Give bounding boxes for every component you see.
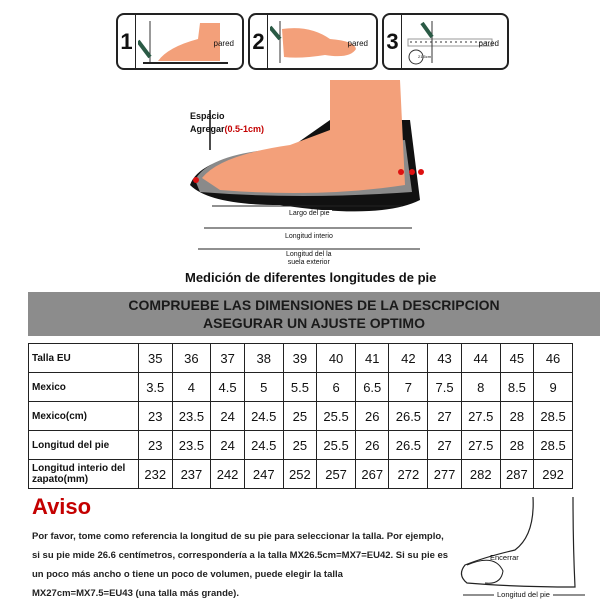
table-cell: 252 xyxy=(283,460,317,489)
diagram-caption: Medición de diferentes longitudes de pie xyxy=(185,270,437,285)
table-cell: 23 xyxy=(139,402,173,431)
table-cell: 28.5 xyxy=(534,402,573,431)
table-cell: 27.5 xyxy=(461,431,500,460)
step-1-panel xyxy=(116,13,244,70)
table-cell: 28 xyxy=(500,402,534,431)
step-3-panel xyxy=(382,13,509,70)
inner-length-label: Longitud interio xyxy=(282,233,336,240)
table-cell: 24 xyxy=(211,431,245,460)
table-cell: 9 xyxy=(534,373,573,402)
table-cell: 3.5 xyxy=(139,373,173,402)
table-cell: 37 xyxy=(211,344,245,373)
table-cell: 23.5 xyxy=(172,402,211,431)
table-cell: 7.5 xyxy=(428,373,462,402)
table-cell: 282 xyxy=(461,460,500,489)
notice-line: un poco más ancho o tiene un poco de volumen, puede elegir la talla xyxy=(32,569,343,580)
table-cell: 27.5 xyxy=(461,402,500,431)
table-cell: 25.5 xyxy=(317,431,356,460)
row-header: Mexico(cm) xyxy=(29,402,139,431)
table-cell: 27 xyxy=(428,402,462,431)
table-cell: 40 xyxy=(317,344,356,373)
table-cell: 6.5 xyxy=(355,373,389,402)
table-cell: 4 xyxy=(172,373,211,402)
row-header: Longitud interio del zapato(mm) xyxy=(29,460,139,489)
wrap-label: Encerrar xyxy=(490,553,519,562)
table-cell: 277 xyxy=(428,460,462,489)
table-row xyxy=(29,431,573,460)
notice-title: Aviso xyxy=(32,494,92,519)
table-cell: 7 xyxy=(389,373,428,402)
table-cell: 24 xyxy=(211,402,245,431)
ruler-mark: 21.5cm xyxy=(418,54,432,59)
wall-label: pared xyxy=(478,39,499,48)
foot-length-label: Largo del pie xyxy=(286,210,332,217)
table-cell: 247 xyxy=(244,460,283,489)
table-cell: 25.5 xyxy=(317,402,356,431)
table-cell: 24.5 xyxy=(244,402,283,431)
table-cell: 45 xyxy=(500,344,534,373)
table-cell: 26 xyxy=(355,402,389,431)
table-cell: 26 xyxy=(355,431,389,460)
table-cell: 39 xyxy=(283,344,317,373)
table-cell: 8.5 xyxy=(500,373,534,402)
table-cell: 26.5 xyxy=(389,402,428,431)
table-cell: 28.5 xyxy=(534,431,573,460)
notice-line: Por favor, tome como referencia la longitud de su pie para seleccionar la talla. Por ejemplo, xyxy=(32,531,444,542)
table-cell: 42 xyxy=(389,344,428,373)
table-cell: 23.5 xyxy=(172,431,211,460)
table-cell: 6 xyxy=(317,373,356,402)
outer-length-line1: Longitud del la xyxy=(286,251,332,258)
table-cell: 267 xyxy=(355,460,389,489)
wall-label: pared xyxy=(347,39,368,48)
step-number: 1 xyxy=(118,15,136,68)
table-row xyxy=(29,402,573,431)
space-label xyxy=(190,110,264,136)
outer-length-line2: suela exterior xyxy=(287,259,330,266)
notice-line: MX27cm=MX7.5=EU43 (una talla más grande). xyxy=(32,588,239,599)
table-cell: 38 xyxy=(244,344,283,373)
row-header: Talla EU xyxy=(29,344,139,373)
table-cell: 41 xyxy=(355,344,389,373)
table-cell: 232 xyxy=(139,460,173,489)
table-cell: 27 xyxy=(428,431,462,460)
table-cell: 272 xyxy=(389,460,428,489)
check-dimensions-banner xyxy=(28,292,600,336)
table-cell: 43 xyxy=(428,344,462,373)
row-header: Mexico xyxy=(29,373,139,402)
table-cell: 237 xyxy=(172,460,211,489)
foot-top-icon xyxy=(270,19,360,67)
step-number: 2 xyxy=(250,15,268,68)
space-text: Espacio xyxy=(190,111,225,121)
table-cell: 25 xyxy=(283,431,317,460)
notice-text xyxy=(32,527,467,603)
table-cell: 28 xyxy=(500,431,534,460)
size-chart-table xyxy=(28,343,573,489)
table-cell: 8 xyxy=(461,373,500,402)
table-row xyxy=(29,373,573,402)
table-cell: 4.5 xyxy=(211,373,245,402)
table-cell: 5.5 xyxy=(283,373,317,402)
table-cell: 242 xyxy=(211,460,245,489)
wall-label: pared xyxy=(213,39,234,48)
table-cell: 44 xyxy=(461,344,500,373)
outer-length-label xyxy=(283,251,335,267)
add-text: Agregar xyxy=(190,124,225,134)
foot-length-label-2: Longitud del pie xyxy=(494,590,553,599)
table-cell: 46 xyxy=(534,344,573,373)
step-number: 3 xyxy=(384,15,402,68)
table-cell: 257 xyxy=(317,460,356,489)
table-cell: 26.5 xyxy=(389,431,428,460)
table-cell: 36 xyxy=(172,344,211,373)
foot-outline-icon xyxy=(455,495,600,600)
table-cell: 35 xyxy=(139,344,173,373)
banner-line-2: ASEGURAR UN AJUSTE OPTIMO xyxy=(203,315,425,331)
table-cell: 287 xyxy=(500,460,534,489)
notice-line: si su pie mide 26.6 centímetros, correspondería a la talla MX26.5cm=MX7=EU42. Si su pie es xyxy=(32,550,449,561)
table-row xyxy=(29,460,573,489)
table-cell: 5 xyxy=(244,373,283,402)
add-range: (0.5-1cm) xyxy=(224,124,265,134)
table-cell: 292 xyxy=(534,460,573,489)
row-header: Longitud del pie xyxy=(29,431,139,460)
table-row xyxy=(29,344,573,373)
table-cell: 25 xyxy=(283,402,317,431)
banner-line-1: COMPRUEBE LAS DIMENSIONES DE LA DESCRIPCION xyxy=(128,297,500,313)
table-cell: 24.5 xyxy=(244,431,283,460)
step-2-panel xyxy=(248,13,378,70)
table-cell: 23 xyxy=(139,431,173,460)
